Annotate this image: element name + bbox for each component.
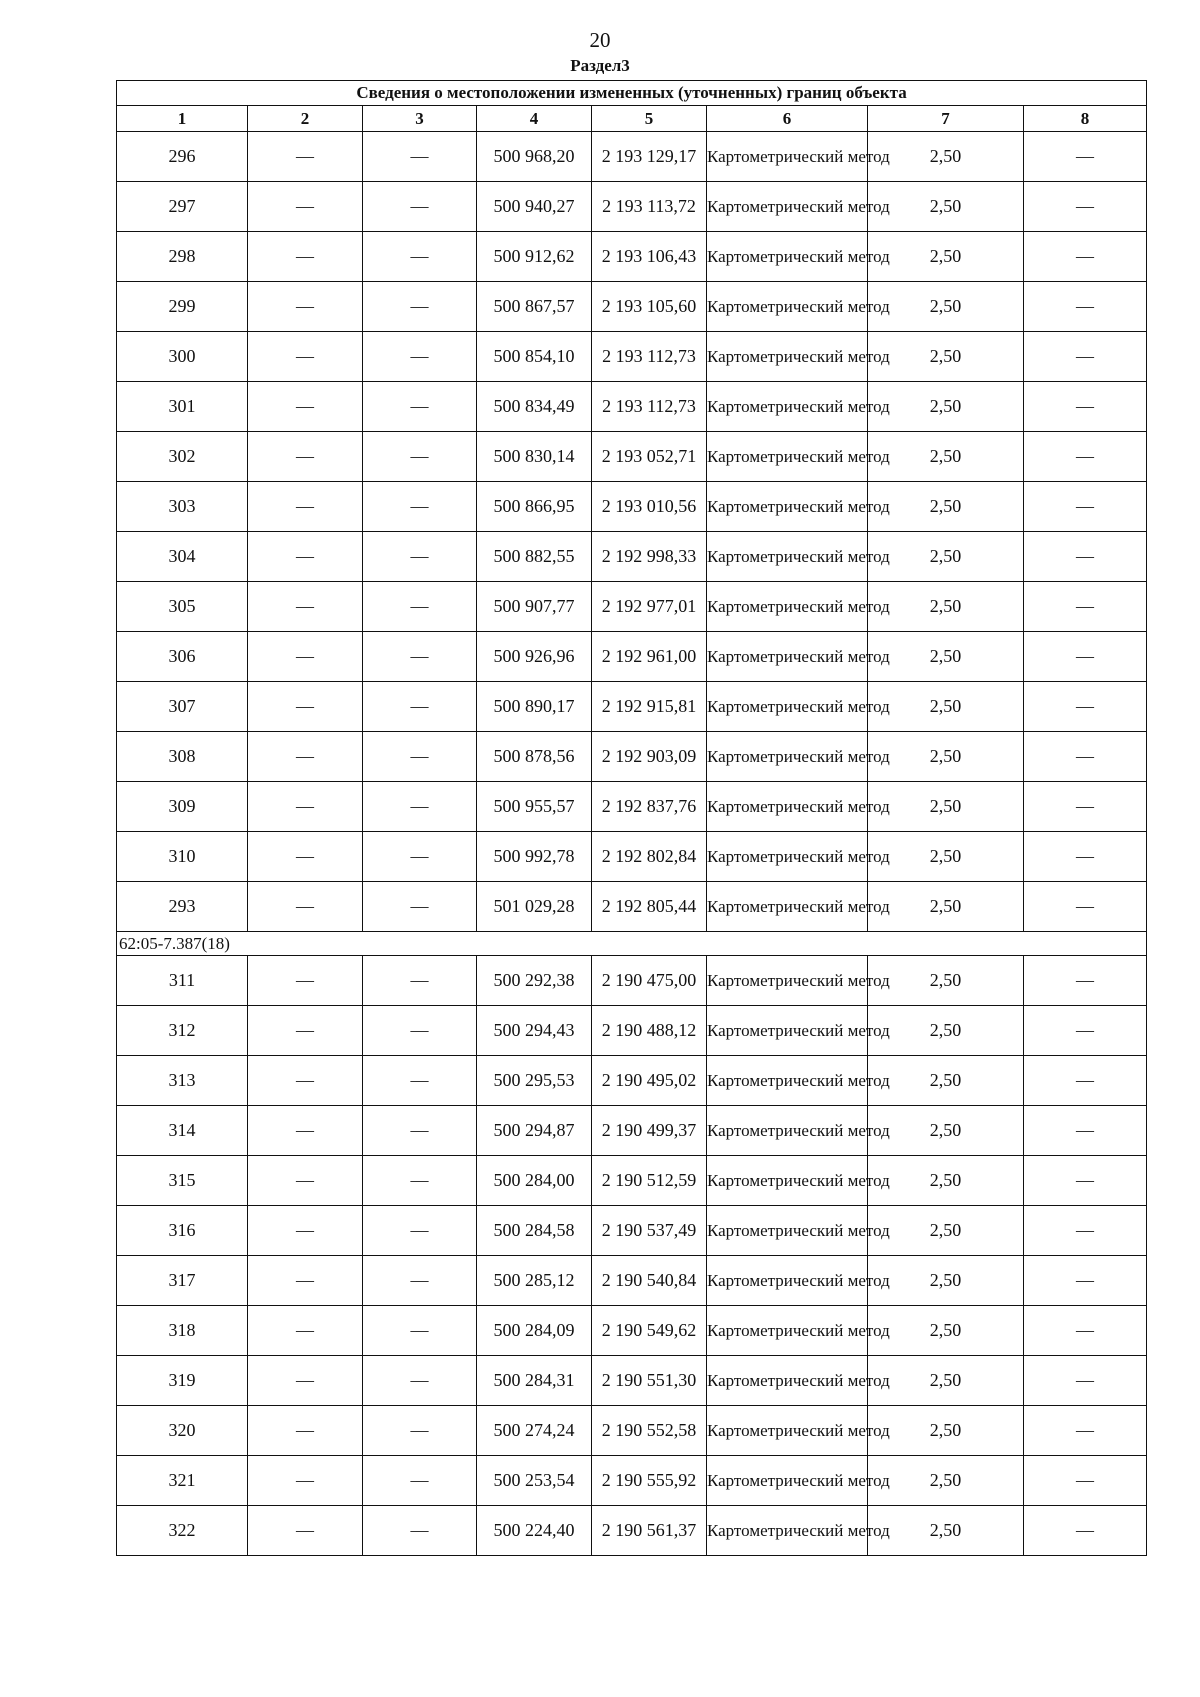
table-row — [117, 1106, 1147, 1156]
y-coordinate-cell: 2 193 129,17 — [592, 132, 707, 182]
method-cell: Картометрический метод — [707, 532, 868, 582]
accuracy-cell: 2,50 — [868, 1006, 1024, 1056]
column-2-cell: — — [248, 1256, 363, 1306]
column-number-1: 1 — [117, 106, 248, 132]
table-row — [117, 1156, 1147, 1206]
x-coordinate-cell: 500 294,87 — [477, 1106, 592, 1156]
column-8-cell: — — [1024, 682, 1147, 732]
point-number-cell: 308 — [117, 732, 248, 782]
column-8-cell: — — [1024, 282, 1147, 332]
table-row — [117, 1456, 1147, 1506]
y-coordinate-cell: 2 192 998,33 — [592, 532, 707, 582]
method-cell: Картометрический метод — [707, 1356, 868, 1406]
table-row — [117, 432, 1147, 482]
column-3-cell: — — [363, 1156, 477, 1206]
column-8-cell: — — [1024, 132, 1147, 182]
column-2-cell: — — [248, 682, 363, 732]
accuracy-cell: 2,50 — [868, 332, 1024, 382]
point-number-cell: 309 — [117, 782, 248, 832]
column-8-cell: — — [1024, 1356, 1147, 1406]
table-caption-row — [117, 81, 1147, 106]
column-3-cell: — — [363, 1006, 477, 1056]
column-2-cell: — — [248, 956, 363, 1006]
y-coordinate-cell: 2 192 977,01 — [592, 582, 707, 632]
column-8-cell: — — [1024, 1056, 1147, 1106]
y-coordinate-cell: 2 190 549,62 — [592, 1306, 707, 1356]
column-2-cell: — — [248, 632, 363, 682]
method-cell: Картометрический метод — [707, 1056, 868, 1106]
column-2-cell: — — [248, 832, 363, 882]
column-number-5: 5 — [592, 106, 707, 132]
column-8-cell: — — [1024, 1106, 1147, 1156]
column-3-cell: — — [363, 232, 477, 282]
accuracy-cell: 2,50 — [868, 1506, 1024, 1556]
column-3-cell: — — [363, 1056, 477, 1106]
point-number-cell: 307 — [117, 682, 248, 732]
table-row — [117, 132, 1147, 182]
x-coordinate-cell: 500 882,55 — [477, 532, 592, 582]
accuracy-cell: 2,50 — [868, 732, 1024, 782]
column-2-cell: — — [248, 282, 363, 332]
point-number-cell: 321 — [117, 1456, 248, 1506]
y-coordinate-cell: 2 193 112,73 — [592, 382, 707, 432]
accuracy-cell: 2,50 — [868, 882, 1024, 932]
point-number-cell: 301 — [117, 382, 248, 432]
point-number-cell: 305 — [117, 582, 248, 632]
accuracy-cell: 2,50 — [868, 1456, 1024, 1506]
column-2-cell: — — [248, 782, 363, 832]
method-cell: Картометрический метод — [707, 1506, 868, 1556]
table-row — [117, 1306, 1147, 1356]
column-2-cell: — — [248, 1306, 363, 1356]
table-row — [117, 382, 1147, 432]
column-3-cell: — — [363, 432, 477, 482]
column-2-cell: — — [248, 532, 363, 582]
table-row — [117, 682, 1147, 732]
accuracy-cell: 2,50 — [868, 1156, 1024, 1206]
y-coordinate-cell: 2 192 837,76 — [592, 782, 707, 832]
point-number-cell: 296 — [117, 132, 248, 182]
method-cell: Картометрический метод — [707, 1256, 868, 1306]
column-number-row — [117, 106, 1147, 132]
column-8-cell: — — [1024, 482, 1147, 532]
column-number-6: 6 — [707, 106, 868, 132]
column-3-cell: — — [363, 332, 477, 382]
x-coordinate-cell: 500 907,77 — [477, 582, 592, 632]
column-2-cell: — — [248, 882, 363, 932]
x-coordinate-cell: 500 854,10 — [477, 332, 592, 382]
column-2-cell: — — [248, 732, 363, 782]
table-row — [117, 1256, 1147, 1306]
point-number-cell: 319 — [117, 1356, 248, 1406]
x-coordinate-cell: 500 292,38 — [477, 956, 592, 1006]
section-title: Раздел3 — [570, 56, 630, 75]
column-number-4: 4 — [477, 106, 592, 132]
column-number-2: 2 — [248, 106, 363, 132]
column-3-cell: — — [363, 1456, 477, 1506]
point-number-cell: 312 — [117, 1006, 248, 1056]
x-coordinate-cell: 500 992,78 — [477, 832, 592, 882]
method-cell: Картометрический метод — [707, 782, 868, 832]
x-coordinate-cell: 500 955,57 — [477, 782, 592, 832]
column-3-cell: — — [363, 482, 477, 532]
accuracy-cell: 2,50 — [868, 832, 1024, 882]
table-row — [117, 832, 1147, 882]
point-number-cell: 318 — [117, 1306, 248, 1356]
table-row — [117, 632, 1147, 682]
table-row — [117, 1206, 1147, 1256]
column-3-cell: — — [363, 132, 477, 182]
column-3-cell: — — [363, 1206, 477, 1256]
column-2-cell: — — [248, 582, 363, 632]
point-number-cell: 320 — [117, 1406, 248, 1456]
column-8-cell: — — [1024, 1306, 1147, 1356]
y-coordinate-cell: 2 190 555,92 — [592, 1456, 707, 1506]
accuracy-cell: 2,50 — [868, 582, 1024, 632]
column-8-cell: — — [1024, 632, 1147, 682]
accuracy-cell: 2,50 — [868, 956, 1024, 1006]
column-8-cell: — — [1024, 1456, 1147, 1506]
column-3-cell: — — [363, 582, 477, 632]
method-cell: Картометрический метод — [707, 1006, 868, 1056]
y-coordinate-cell: 2 193 105,60 — [592, 282, 707, 332]
column-8-cell: — — [1024, 832, 1147, 882]
column-number-8: 8 — [1024, 106, 1147, 132]
x-coordinate-cell: 500 253,54 — [477, 1456, 592, 1506]
column-8-cell: — — [1024, 1506, 1147, 1556]
point-number-cell: 302 — [117, 432, 248, 482]
column-8-cell: — — [1024, 232, 1147, 282]
accuracy-cell: 2,50 — [868, 482, 1024, 532]
point-number-cell: 313 — [117, 1056, 248, 1106]
y-coordinate-cell: 2 190 540,84 — [592, 1256, 707, 1306]
x-coordinate-cell: 500 912,62 — [477, 232, 592, 282]
column-8-cell: — — [1024, 732, 1147, 782]
column-3-cell: — — [363, 182, 477, 232]
y-coordinate-cell: 2 190 537,49 — [592, 1206, 707, 1256]
point-number-cell: 314 — [117, 1106, 248, 1156]
column-2-cell: — — [248, 132, 363, 182]
column-3-cell: — — [363, 682, 477, 732]
table-row — [117, 482, 1147, 532]
method-cell: Картометрический метод — [707, 1206, 868, 1256]
point-number-cell: 317 — [117, 1256, 248, 1306]
column-8-cell: — — [1024, 432, 1147, 482]
column-2-cell: — — [248, 1406, 363, 1456]
table-row — [117, 182, 1147, 232]
column-8-cell: — — [1024, 1206, 1147, 1256]
column-2-cell: — — [248, 232, 363, 282]
method-cell: Картометрический метод — [707, 1406, 868, 1456]
boundary-coordinates-table — [116, 80, 1147, 1556]
point-number-cell: 304 — [117, 532, 248, 582]
table-caption: Сведения о местоположении измененных (уточненных) границ объекта — [117, 81, 1147, 106]
column-8-cell: — — [1024, 782, 1147, 832]
method-cell: Картометрический метод — [707, 832, 868, 882]
accuracy-cell: 2,50 — [868, 232, 1024, 282]
column-3-cell: — — [363, 282, 477, 332]
y-coordinate-cell: 2 192 961,00 — [592, 632, 707, 682]
column-2-cell: — — [248, 332, 363, 382]
column-3-cell: — — [363, 1506, 477, 1556]
accuracy-cell: 2,50 — [868, 182, 1024, 232]
column-2-cell: — — [248, 1506, 363, 1556]
y-coordinate-cell: 2 190 551,30 — [592, 1356, 707, 1406]
page-number: 20 — [589, 28, 611, 52]
column-3-cell: — — [363, 732, 477, 782]
x-coordinate-cell: 500 295,53 — [477, 1056, 592, 1106]
x-coordinate-cell: 500 285,12 — [477, 1256, 592, 1306]
point-number-cell: 298 — [117, 232, 248, 282]
method-cell: Картометрический метод — [707, 282, 868, 332]
x-coordinate-cell: 500 878,56 — [477, 732, 592, 782]
y-coordinate-cell: 2 190 495,02 — [592, 1056, 707, 1106]
point-number-cell: 322 — [117, 1506, 248, 1556]
column-number-3: 3 — [363, 106, 477, 132]
method-cell: Картометрический метод — [707, 382, 868, 432]
x-coordinate-cell: 500 866,95 — [477, 482, 592, 532]
column-number-7: 7 — [868, 106, 1024, 132]
x-coordinate-cell: 500 834,49 — [477, 382, 592, 432]
method-cell: Картометрический метод — [707, 732, 868, 782]
x-coordinate-cell: 500 284,00 — [477, 1156, 592, 1206]
method-cell: Картометрический метод — [707, 682, 868, 732]
y-coordinate-cell: 2 190 552,58 — [592, 1406, 707, 1456]
column-2-cell: — — [248, 1156, 363, 1206]
x-coordinate-cell: 500 940,27 — [477, 182, 592, 232]
x-coordinate-cell: 500 890,17 — [477, 682, 592, 732]
x-coordinate-cell: 500 284,58 — [477, 1206, 592, 1256]
column-8-cell: — — [1024, 382, 1147, 432]
point-number-cell: 310 — [117, 832, 248, 882]
column-8-cell: — — [1024, 956, 1147, 1006]
method-cell: Картометрический метод — [707, 432, 868, 482]
table-body — [117, 132, 1147, 1556]
y-coordinate-cell: 2 190 488,12 — [592, 1006, 707, 1056]
table-row — [117, 956, 1147, 1006]
accuracy-cell: 2,50 — [868, 432, 1024, 482]
point-number-cell: 315 — [117, 1156, 248, 1206]
x-coordinate-cell: 500 274,24 — [477, 1406, 592, 1456]
accuracy-cell: 2,50 — [868, 1106, 1024, 1156]
accuracy-cell: 2,50 — [868, 132, 1024, 182]
y-coordinate-cell: 2 193 052,71 — [592, 432, 707, 482]
y-coordinate-cell: 2 193 010,56 — [592, 482, 707, 532]
y-coordinate-cell: 2 192 802,84 — [592, 832, 707, 882]
accuracy-cell: 2,50 — [868, 1206, 1024, 1256]
x-coordinate-cell: 500 284,09 — [477, 1306, 592, 1356]
column-2-cell: — — [248, 382, 363, 432]
accuracy-cell: 2,50 — [868, 1056, 1024, 1106]
column-8-cell: — — [1024, 1006, 1147, 1056]
table-row — [117, 582, 1147, 632]
column-2-cell: — — [248, 1206, 363, 1256]
column-8-cell: — — [1024, 182, 1147, 232]
y-coordinate-cell: 2 192 903,09 — [592, 732, 707, 782]
column-3-cell: — — [363, 1406, 477, 1456]
column-3-cell: — — [363, 832, 477, 882]
table-row — [117, 1056, 1147, 1106]
table-row — [117, 532, 1147, 582]
y-coordinate-cell: 2 193 112,73 — [592, 332, 707, 382]
x-coordinate-cell: 500 284,31 — [477, 1356, 592, 1406]
y-coordinate-cell: 2 192 805,44 — [592, 882, 707, 932]
table-row — [117, 1506, 1147, 1556]
method-cell: Картометрический метод — [707, 632, 868, 682]
y-coordinate-cell: 2 190 512,59 — [592, 1156, 707, 1206]
x-coordinate-cell: 500 926,96 — [477, 632, 592, 682]
accuracy-cell: 2,50 — [868, 1256, 1024, 1306]
point-number-cell: 316 — [117, 1206, 248, 1256]
method-cell: Картометрический метод — [707, 882, 868, 932]
column-3-cell: — — [363, 382, 477, 432]
accuracy-cell: 2,50 — [868, 1406, 1024, 1456]
column-3-cell: — — [363, 956, 477, 1006]
accuracy-cell: 2,50 — [868, 1306, 1024, 1356]
table-row — [117, 332, 1147, 382]
column-2-cell: — — [248, 182, 363, 232]
point-number-cell: 303 — [117, 482, 248, 532]
column-3-cell: — — [363, 882, 477, 932]
accuracy-cell: 2,50 — [868, 1356, 1024, 1406]
table-row — [117, 232, 1147, 282]
method-cell: Картометрический метод — [707, 182, 868, 232]
column-2-cell: — — [248, 1006, 363, 1056]
column-8-cell: — — [1024, 332, 1147, 382]
method-cell: Картометрический метод — [707, 1456, 868, 1506]
column-8-cell: — — [1024, 532, 1147, 582]
method-cell: Картометрический метод — [707, 582, 868, 632]
method-cell: Картометрический метод — [707, 1156, 868, 1206]
y-coordinate-cell: 2 190 561,37 — [592, 1506, 707, 1556]
column-2-cell: — — [248, 1106, 363, 1156]
table-row — [117, 732, 1147, 782]
table-row — [117, 1406, 1147, 1456]
column-2-cell: — — [248, 432, 363, 482]
method-cell: Картометрический метод — [707, 956, 868, 1006]
point-number-cell: 299 — [117, 282, 248, 332]
accuracy-cell: 2,50 — [868, 382, 1024, 432]
method-cell: Картометрический метод — [707, 1306, 868, 1356]
x-coordinate-cell: 500 830,14 — [477, 432, 592, 482]
column-8-cell: — — [1024, 882, 1147, 932]
column-2-cell: — — [248, 482, 363, 532]
method-cell: Картометрический метод — [707, 232, 868, 282]
method-cell: Картометрический метод — [707, 132, 868, 182]
table-row — [117, 282, 1147, 332]
column-3-cell: — — [363, 632, 477, 682]
x-coordinate-cell: 500 294,43 — [477, 1006, 592, 1056]
y-coordinate-cell: 2 193 106,43 — [592, 232, 707, 282]
column-2-cell: — — [248, 1056, 363, 1106]
column-3-cell: — — [363, 532, 477, 582]
accuracy-cell: 2,50 — [868, 632, 1024, 682]
accuracy-cell: 2,50 — [868, 282, 1024, 332]
method-cell: Картометрический метод — [707, 332, 868, 382]
x-coordinate-cell: 500 867,57 — [477, 282, 592, 332]
group-label: 62:05-7.387(18) — [117, 932, 1147, 956]
table-row — [117, 882, 1147, 932]
table-row — [117, 782, 1147, 832]
method-cell: Картометрический метод — [707, 482, 868, 532]
accuracy-cell: 2,50 — [868, 532, 1024, 582]
x-coordinate-cell: 500 224,40 — [477, 1506, 592, 1556]
group-label-row — [117, 932, 1147, 956]
y-coordinate-cell: 2 192 915,81 — [592, 682, 707, 732]
point-number-cell: 300 — [117, 332, 248, 382]
column-2-cell: — — [248, 1456, 363, 1506]
column-3-cell: — — [363, 1106, 477, 1156]
column-8-cell: — — [1024, 1156, 1147, 1206]
y-coordinate-cell: 2 190 499,37 — [592, 1106, 707, 1156]
column-3-cell: — — [363, 1356, 477, 1406]
table-row — [117, 1356, 1147, 1406]
point-number-cell: 293 — [117, 882, 248, 932]
column-3-cell: — — [363, 1306, 477, 1356]
x-coordinate-cell: 500 968,20 — [477, 132, 592, 182]
column-2-cell: — — [248, 1356, 363, 1406]
table-row — [117, 1006, 1147, 1056]
point-number-cell: 306 — [117, 632, 248, 682]
column-8-cell: — — [1024, 582, 1147, 632]
y-coordinate-cell: 2 193 113,72 — [592, 182, 707, 232]
point-number-cell: 297 — [117, 182, 248, 232]
y-coordinate-cell: 2 190 475,00 — [592, 956, 707, 1006]
accuracy-cell: 2,50 — [868, 782, 1024, 832]
method-cell: Картометрический метод — [707, 1106, 868, 1156]
point-number-cell: 311 — [117, 956, 248, 1006]
column-3-cell: — — [363, 782, 477, 832]
column-8-cell: — — [1024, 1406, 1147, 1456]
accuracy-cell: 2,50 — [868, 682, 1024, 732]
column-3-cell: — — [363, 1256, 477, 1306]
x-coordinate-cell: 501 029,28 — [477, 882, 592, 932]
column-8-cell: — — [1024, 1256, 1147, 1306]
